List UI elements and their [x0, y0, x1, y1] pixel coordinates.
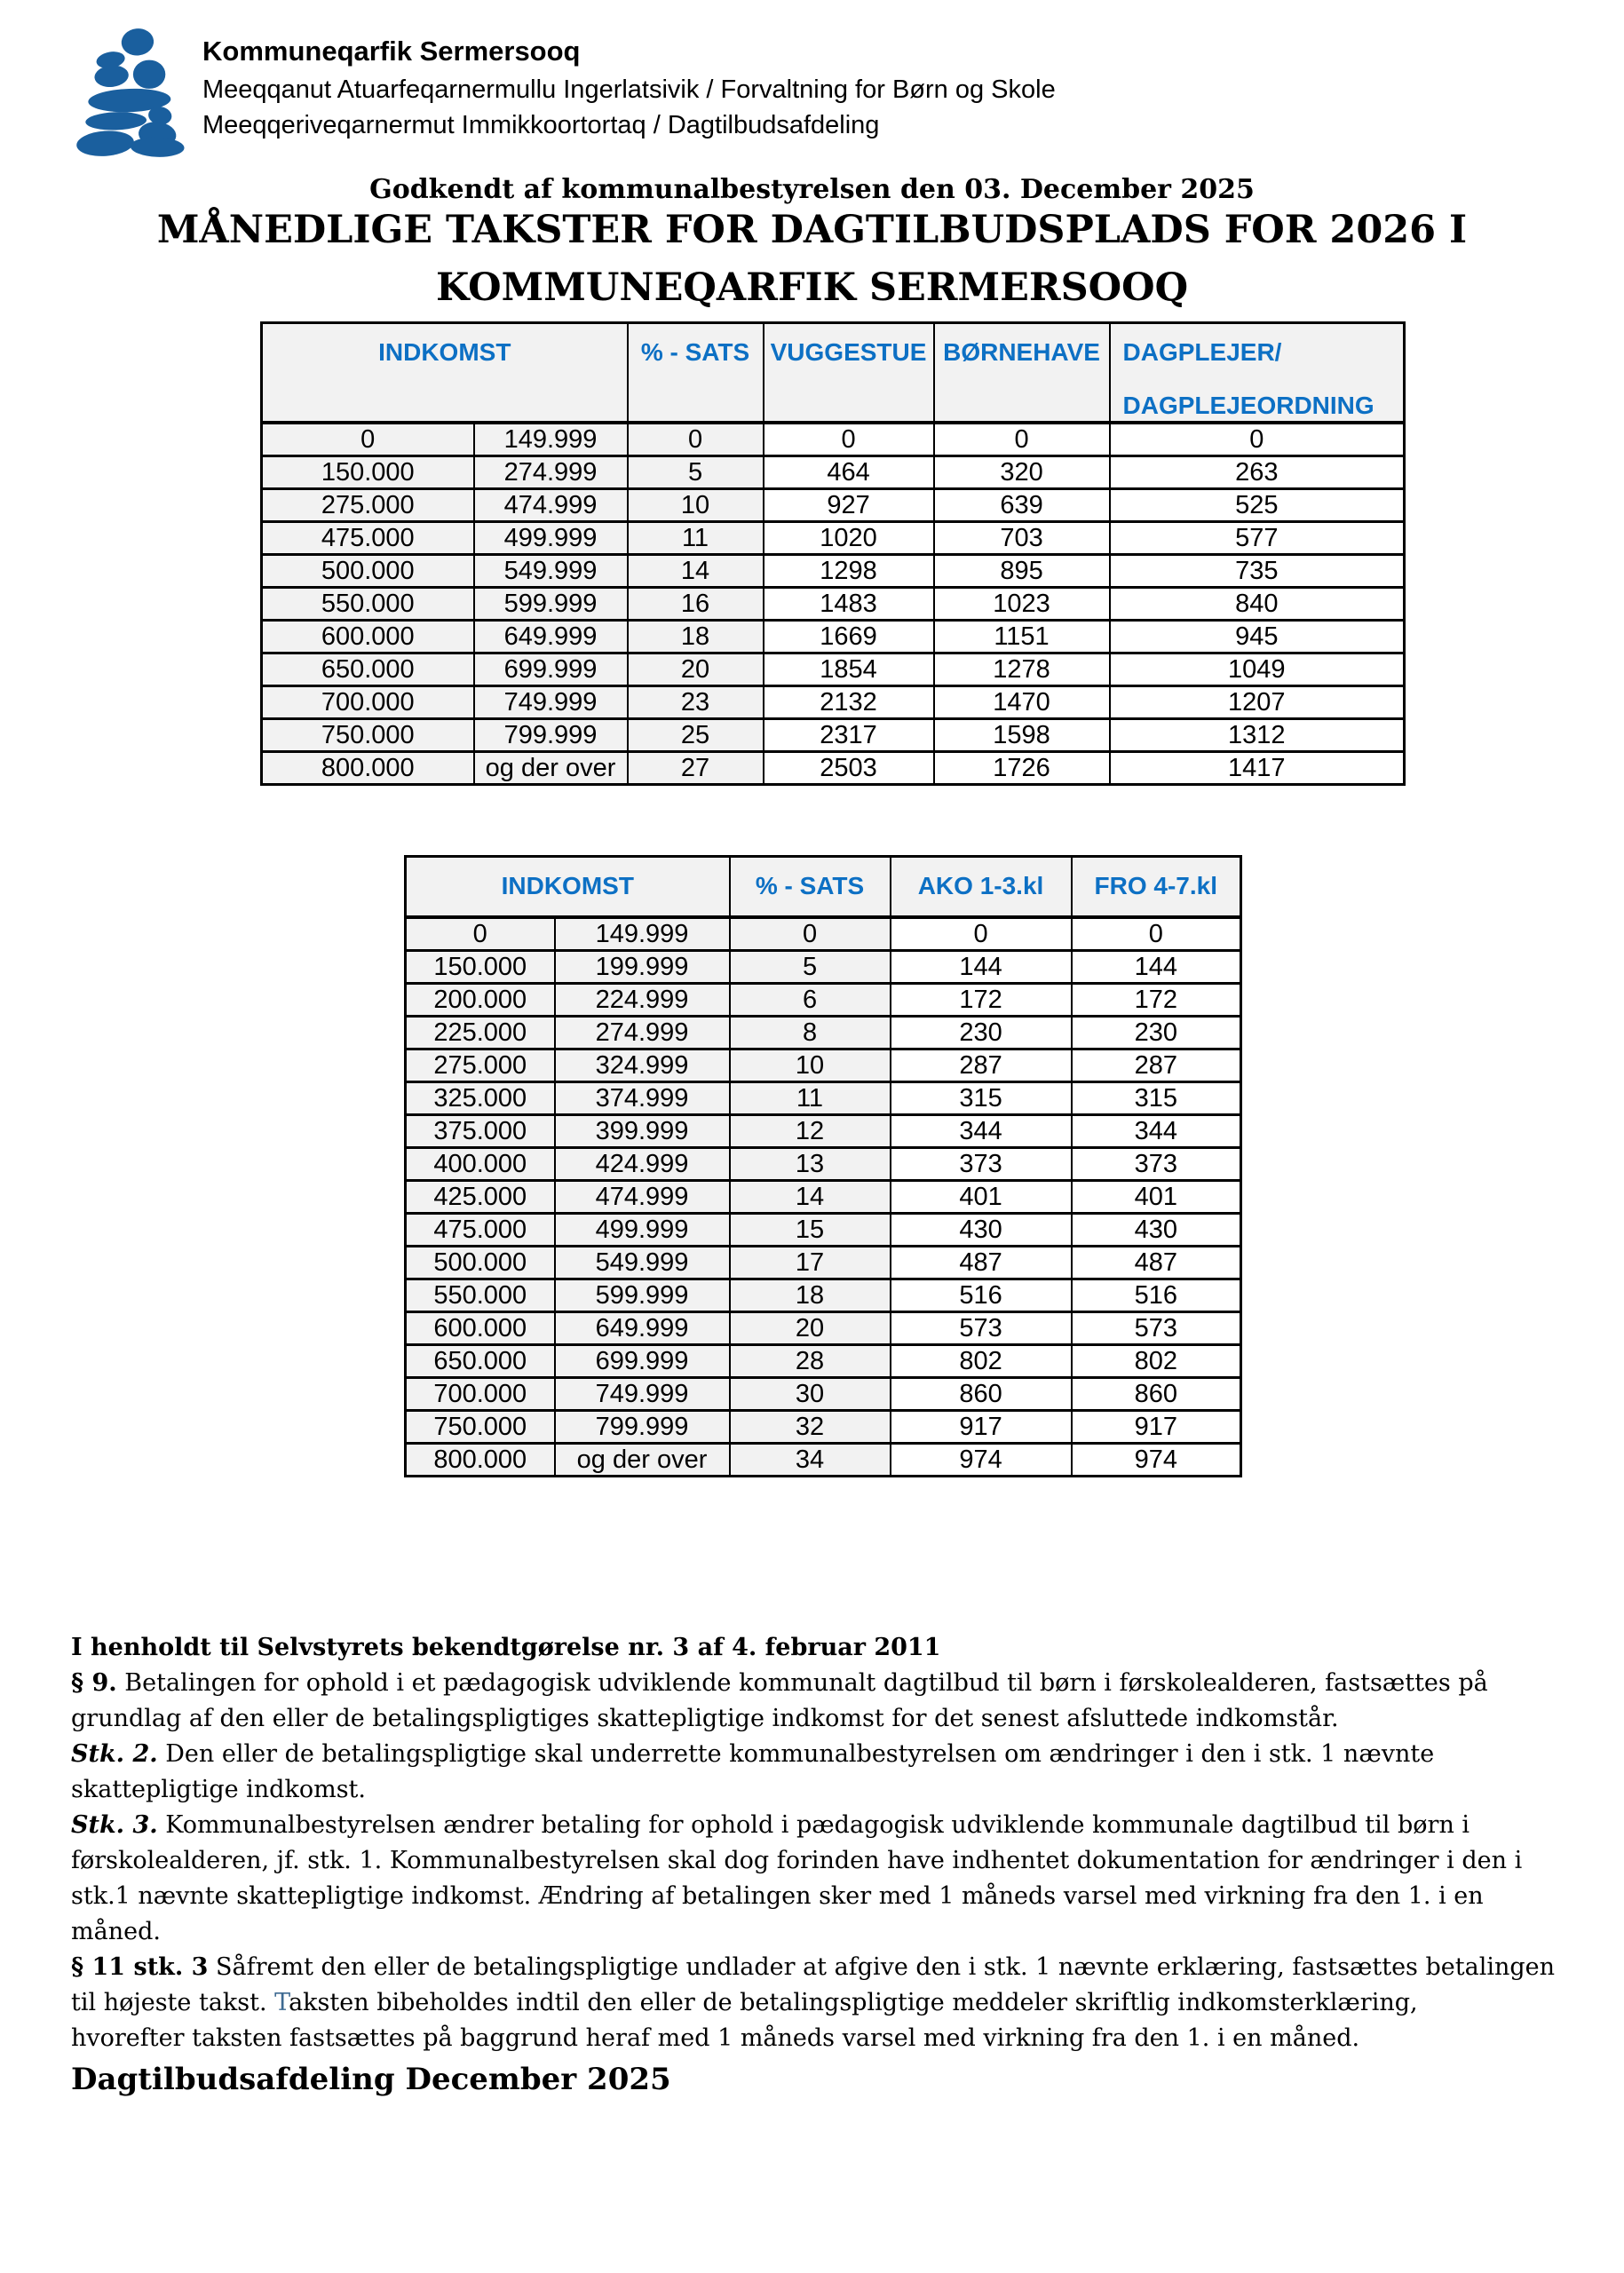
table-cell: 144	[891, 951, 1072, 984]
table-cell: 699.999	[555, 1345, 730, 1378]
table-cell: og der over	[555, 1444, 730, 1477]
table-cell: 499.999	[474, 522, 628, 555]
table-cell: 28	[730, 1345, 891, 1378]
col-header-sats: % - SATS	[730, 857, 891, 918]
table-cell: 315	[1072, 1082, 1241, 1115]
table-row	[262, 522, 1405, 555]
table-cell: 374.999	[555, 1082, 730, 1115]
rates-table-afterschool-body	[406, 917, 1241, 1477]
text-segment: Kommunalbestyrelsen ændrer betaling for ophold i pædagogisk udviklende kommunale dagtilbud til børn i	[157, 1811, 1470, 1839]
table-cell: 2132	[764, 686, 934, 719]
table-cell: 373	[1072, 1148, 1241, 1181]
table-cell: 224.999	[555, 984, 730, 1017]
table-cell: 799.999	[555, 1411, 730, 1444]
table-cell: 150.000	[262, 456, 474, 489]
col-header-indkomst: INDKOMST	[262, 323, 628, 424]
table-cell: 320	[934, 456, 1110, 489]
table-row	[262, 456, 1405, 489]
legal-text-line	[71, 1701, 1580, 1737]
rates-table-afterschool-header	[406, 857, 1241, 918]
col-header-bornehave: BØRNEHAVE	[934, 323, 1110, 424]
table-row	[262, 621, 1405, 653]
text-segment: grundlag af den eller de betalingspligtiges skattepligtige indkomst for det senest afsluttede indkomstår.	[71, 1705, 1339, 1732]
table-cell: 0	[1072, 917, 1241, 951]
table-cell: 1470	[934, 686, 1110, 719]
text-segment: Stk. 3.	[71, 1811, 158, 1839]
legal-text-line	[71, 1666, 1580, 1701]
org-dept-line-2: Meeqqeriveqarnermut Immikkoortortaq / Dagtilbudsafdeling	[202, 111, 880, 139]
approval-line: Godkendt af kommunalbestyrelsen den 03. December 2025	[369, 174, 1255, 205]
text-segment: aksten bibeholdes indtil den eller de betalingspligtige meddeler skriftlig indkomsterklæring,	[289, 1989, 1418, 2016]
table-row	[262, 653, 1405, 686]
table-cell: 700.000	[406, 1378, 555, 1411]
table-cell: 600.000	[406, 1312, 555, 1345]
table-cell: 500.000	[406, 1247, 555, 1279]
table-cell: 149.999	[555, 917, 730, 951]
table-row	[406, 984, 1241, 1017]
table-cell: 0	[1110, 423, 1405, 456]
table-cell: 500.000	[262, 555, 474, 588]
legal-text-line	[71, 1737, 1580, 1772]
table-cell: 430	[891, 1214, 1072, 1247]
table-cell: 1278	[934, 653, 1110, 686]
table-cell: 499.999	[555, 1214, 730, 1247]
table-cell: 895	[934, 555, 1110, 588]
text-segment: førskolealderen, jf. stk. 1. Kommunalbestyrelsen skal dog forinden have indhentet dokumentation for ændringer i den i	[71, 1847, 1523, 1874]
text-segment: Såfremt den eller de betalingspligtige undlader at afgive den i stk. 1 nævnte erklæring, fastsættes betalingen	[208, 1953, 1556, 1981]
table-cell: 802	[891, 1345, 1072, 1378]
legal-text-line	[71, 1630, 1580, 1666]
table-cell: 1023	[934, 588, 1110, 621]
table-cell: 699.999	[474, 653, 628, 686]
table-cell: 172	[891, 984, 1072, 1017]
table-cell: 0	[891, 917, 1072, 951]
table-cell: 649.999	[555, 1312, 730, 1345]
text-segment: § 9.	[71, 1669, 117, 1697]
table-cell: 516	[891, 1279, 1072, 1312]
table-cell: 800.000	[406, 1444, 555, 1477]
table-cell: 149.999	[474, 423, 628, 456]
table-cell: 200.000	[406, 984, 555, 1017]
table-cell: 1298	[764, 555, 934, 588]
table-cell: 275.000	[406, 1049, 555, 1082]
table-cell: 700.000	[262, 686, 474, 719]
text-segment: Stk. 2.	[71, 1740, 158, 1768]
table-cell: 735	[1110, 555, 1405, 588]
table-cell: 375.000	[406, 1115, 555, 1148]
table-cell: 12	[730, 1115, 891, 1148]
table-row	[262, 752, 1405, 785]
table-cell: og der over	[474, 752, 628, 785]
page-title-line-1: MÅNEDLIGE TAKSTER FOR DAGTILBUDSPLADS FOR 2026 I	[156, 208, 1468, 252]
table-cell: 749.999	[474, 686, 628, 719]
table-cell: 1020	[764, 522, 934, 555]
table-row	[406, 1181, 1241, 1214]
table-cell: 17	[730, 1247, 891, 1279]
table-cell: 475.000	[406, 1214, 555, 1247]
table-cell: 287	[891, 1049, 1072, 1082]
table-row	[262, 555, 1405, 588]
legal-text-line	[71, 1879, 1580, 1914]
table-cell: 917	[1072, 1411, 1241, 1444]
table-cell: 315	[891, 1082, 1072, 1115]
table-cell: 487	[1072, 1247, 1241, 1279]
table-cell: 649.999	[474, 621, 628, 653]
table-cell: 599.999	[474, 588, 628, 621]
table-cell: 917	[891, 1411, 1072, 1444]
table-cell: 0	[934, 423, 1110, 456]
table-cell: 150.000	[406, 951, 555, 984]
text-segment: § 11 stk. 3	[71, 1953, 209, 1981]
table-cell: 927	[764, 489, 934, 522]
table-cell: 599.999	[555, 1279, 730, 1312]
legal-text-line	[71, 1950, 1580, 1985]
col-header-sats: % - SATS	[628, 323, 764, 424]
page-title-line-2: KOMMUNEQARFIK SERMERSOOQ	[435, 265, 1189, 310]
table-cell: 464	[764, 456, 934, 489]
table-cell: 474.999	[474, 489, 628, 522]
table-cell: 401	[891, 1181, 1072, 1214]
rates-table-daycare-body	[262, 423, 1405, 785]
table-row	[406, 1214, 1241, 1247]
org-name: Kommuneqarfik Sermersooq	[202, 36, 581, 67]
table-cell: 703	[934, 522, 1110, 555]
rates-table-daycare-header	[262, 323, 1405, 424]
table-cell: 860	[1072, 1378, 1241, 1411]
table-cell: 30	[730, 1378, 891, 1411]
text-segment: måned.	[71, 1918, 161, 1945]
table-cell: 639	[934, 489, 1110, 522]
table-row	[406, 917, 1241, 951]
table-cell: 34	[730, 1444, 891, 1477]
table-cell: 487	[891, 1247, 1072, 1279]
table-cell: 27	[628, 752, 764, 785]
table-cell: 799.999	[474, 719, 628, 752]
table-cell: 13	[730, 1148, 891, 1181]
table-row	[406, 1411, 1241, 1444]
table-cell: 23	[628, 686, 764, 719]
table-cell: 324.999	[555, 1049, 730, 1082]
table-row	[406, 1378, 1241, 1411]
legal-text-line	[71, 1772, 1580, 1808]
table-cell: 0	[764, 423, 934, 456]
table-cell: 750.000	[262, 719, 474, 752]
table-cell: 400.000	[406, 1148, 555, 1181]
table-cell: 577	[1110, 522, 1405, 555]
table-cell: 20	[628, 653, 764, 686]
table-cell: 860	[891, 1378, 1072, 1411]
table-cell: 14	[628, 555, 764, 588]
text-segment: hvorefter taksten fastsættes på baggrund heraf med 1 måneds varsel med virkning fra den 1. i en måned.	[71, 2024, 1360, 2052]
table-cell: 840	[1110, 588, 1405, 621]
table-cell: 1207	[1110, 686, 1405, 719]
table-cell: 14	[730, 1181, 891, 1214]
table-cell: 16	[628, 588, 764, 621]
table-cell: 424.999	[555, 1148, 730, 1181]
table-row	[406, 1148, 1241, 1181]
table-cell: 32	[730, 1411, 891, 1444]
col-header-ako: AKO 1-3.kl	[891, 857, 1072, 918]
table-cell: 650.000	[262, 653, 474, 686]
text-segment: skattepligtige indkomst.	[71, 1776, 366, 1803]
table-row	[262, 489, 1405, 522]
table-cell: 274.999	[474, 456, 628, 489]
table-cell: 399.999	[555, 1115, 730, 1148]
table-cell: 800.000	[262, 752, 474, 785]
table-cell: 525	[1110, 489, 1405, 522]
table-cell: 325.000	[406, 1082, 555, 1115]
table-cell: 373	[891, 1148, 1072, 1181]
col-header-dagplejer	[1110, 323, 1405, 424]
table-cell: 0	[730, 917, 891, 951]
table-cell: 550.000	[406, 1279, 555, 1312]
table-cell: 1598	[934, 719, 1110, 752]
table-cell: 1669	[764, 621, 934, 653]
table-cell: 549.999	[555, 1247, 730, 1279]
table-cell: 10	[628, 489, 764, 522]
table-cell: 18	[628, 621, 764, 653]
table-cell: 5	[730, 951, 891, 984]
page-title	[0, 208, 1624, 310]
col-header-dagplejer-line-1: DAGPLEJER/	[1122, 338, 1282, 366]
table-cell: 974	[1072, 1444, 1241, 1477]
table-cell: 20	[730, 1312, 891, 1345]
table-cell: 11	[628, 522, 764, 555]
table-cell: 802	[1072, 1345, 1241, 1378]
legal-text-line	[71, 1914, 1580, 1950]
table-row	[406, 951, 1241, 984]
table-row	[262, 686, 1405, 719]
table-row	[406, 1444, 1241, 1477]
table-cell: 230	[891, 1017, 1072, 1049]
table-cell: 8	[730, 1017, 891, 1049]
table-cell: 401	[1072, 1181, 1241, 1214]
table-row	[406, 1115, 1241, 1148]
table-row	[406, 1312, 1241, 1345]
inussuk-cairn-logo-icon	[62, 23, 222, 165]
text-segment: til højeste takst.	[71, 1989, 275, 2016]
table-cell: 650.000	[406, 1345, 555, 1378]
text-segment: Betalingen for ophold i et pædagogisk udviklende kommunalt dagtilbud til børn i førskolealderen, fastsættes på	[116, 1669, 1488, 1697]
org-dept-line-1: Meeqqanut Atuarfeqarnermullu Ingerlatsivik / Forvaltning for Børn og Skole	[202, 75, 1056, 104]
table-cell: 0	[628, 423, 764, 456]
table-cell: 475.000	[262, 522, 474, 555]
legal-text-line	[71, 2021, 1580, 2056]
text-segment: stk.1 nævnte skattepligtige indkomst. Ændring af betalingen sker med 1 måneds varsel med virkning fra den 1. i en	[71, 1882, 1484, 1910]
table-cell: 425.000	[406, 1181, 555, 1214]
col-header-fro: FRO 4-7.kl	[1072, 857, 1241, 918]
table-cell: 172	[1072, 984, 1241, 1017]
rates-table-daycare	[260, 321, 1406, 786]
table-row	[262, 719, 1405, 752]
table-row	[406, 1082, 1241, 1115]
table-cell: 945	[1110, 621, 1405, 653]
table-cell: 25	[628, 719, 764, 752]
table-cell: 18	[730, 1279, 891, 1312]
table-cell: 600.000	[262, 621, 474, 653]
col-header-dagplejer-line-2: DAGPLEJEORDNING	[1122, 392, 1374, 419]
table-cell: 11	[730, 1082, 891, 1115]
table-cell: 274.999	[555, 1017, 730, 1049]
legal-text-line	[71, 1808, 1580, 1843]
text-segment: I henholdt til Selvstyrets bekendtgørelse nr. 3 af 4. februar 2011	[71, 1634, 941, 1661]
table-row	[406, 1279, 1241, 1312]
table-cell: 344	[891, 1115, 1072, 1148]
table-cell: 750.000	[406, 1411, 555, 1444]
table-cell: 275.000	[262, 489, 474, 522]
col-header-vuggestue: VUGGESTUE	[764, 323, 934, 424]
text-segment: Den eller de betalingspligtige skal underrette kommunalbestyrelsen om ændringer i den i stk. 1 nævnte	[157, 1740, 1435, 1768]
table-row	[406, 1247, 1241, 1279]
rates-table-afterschool	[404, 855, 1242, 1477]
table-cell: 0	[406, 917, 555, 951]
header-row	[262, 323, 1405, 424]
org-header	[202, 36, 1056, 147]
table-cell: 1726	[934, 752, 1110, 785]
table-cell: 144	[1072, 951, 1241, 984]
table-cell: 199.999	[555, 951, 730, 984]
legal-text-block	[71, 1630, 1580, 2056]
table-cell: 573	[891, 1312, 1072, 1345]
table-cell: 225.000	[406, 1017, 555, 1049]
table-cell: 287	[1072, 1049, 1241, 1082]
table-row	[406, 1017, 1241, 1049]
table-cell: 550.000	[262, 588, 474, 621]
legal-text-line	[71, 1985, 1580, 2021]
table-cell: 10	[730, 1049, 891, 1082]
table-row	[262, 588, 1405, 621]
table-cell: 516	[1072, 1279, 1241, 1312]
table-row	[406, 1345, 1241, 1378]
table-row	[406, 1049, 1241, 1082]
table-row	[262, 423, 1405, 456]
table-cell: 1854	[764, 653, 934, 686]
table-cell: 2317	[764, 719, 934, 752]
table-cell: 474.999	[555, 1181, 730, 1214]
table-cell: 1417	[1110, 752, 1405, 785]
table-cell: 263	[1110, 456, 1405, 489]
table-cell: 749.999	[555, 1378, 730, 1411]
table-cell: 974	[891, 1444, 1072, 1477]
table-cell: 1151	[934, 621, 1110, 653]
footer-department-date: Dagtilbudsafdeling December 2025	[71, 2062, 671, 2097]
table-cell: 1483	[764, 588, 934, 621]
table-cell: 344	[1072, 1115, 1241, 1148]
table-cell: 15	[730, 1214, 891, 1247]
col-header-indkomst: INDKOMST	[406, 857, 730, 918]
table-cell: 573	[1072, 1312, 1241, 1345]
table-cell: 1049	[1110, 653, 1405, 686]
header-row	[406, 857, 1241, 918]
table-cell: 2503	[764, 752, 934, 785]
table-cell: 0	[262, 423, 474, 456]
table-cell: 6	[730, 984, 891, 1017]
table-cell: 1312	[1110, 719, 1405, 752]
text-segment: T	[274, 1989, 289, 2016]
table-cell: 230	[1072, 1017, 1241, 1049]
table-cell: 549.999	[474, 555, 628, 588]
table-cell: 5	[628, 456, 764, 489]
legal-text-line	[71, 1843, 1580, 1879]
table-cell: 430	[1072, 1214, 1241, 1247]
